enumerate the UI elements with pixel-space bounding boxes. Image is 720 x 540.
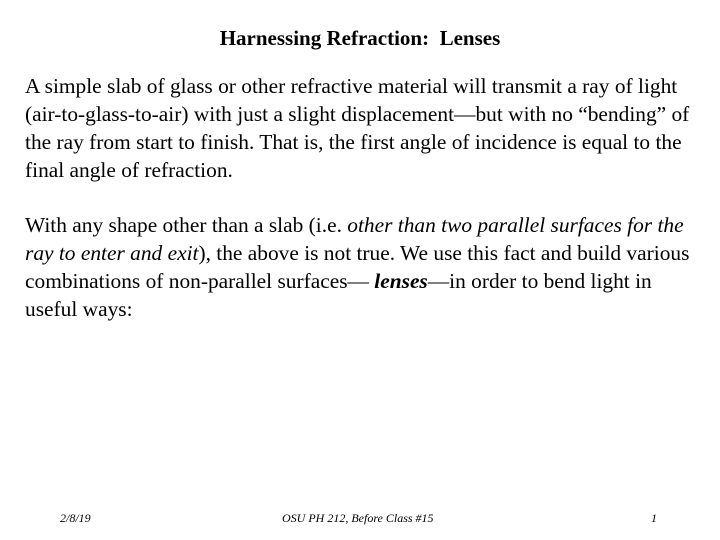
paragraph-lenses-text-3: —in order to bend light in useful ways: (25, 269, 652, 321)
paragraph-lenses (25, 211, 700, 323)
paragraph-lenses-italic: other than two parallel surfaces for the ray to enter and exit (25, 213, 684, 265)
slide-title: Harnessing Refraction: Lenses (219, 26, 501, 50)
footer-date: 2/8/19 (60, 511, 91, 525)
paragraph-slab: A simple slab of glass or other refractive material will transmit a ray of light (air-to-glass-to-air) with just a slight displacement—but with no “bending” of the ray from start to finish. That is, the first angle of incidence is equal to the final angle of refraction. (25, 74, 690, 182)
lenses-emphasis: lenses (374, 269, 428, 293)
paragraph-lenses-text-1: With any shape other than a slab (i.e. (25, 213, 348, 237)
paragraph-lenses-text-2: ), the above is not true. We use this fact and build various combinations of non-parallel surfaces— (25, 241, 690, 293)
footer-course: OSU PH 212, Before Class #15 (282, 511, 434, 525)
footer-page-number: 1 (651, 511, 657, 525)
